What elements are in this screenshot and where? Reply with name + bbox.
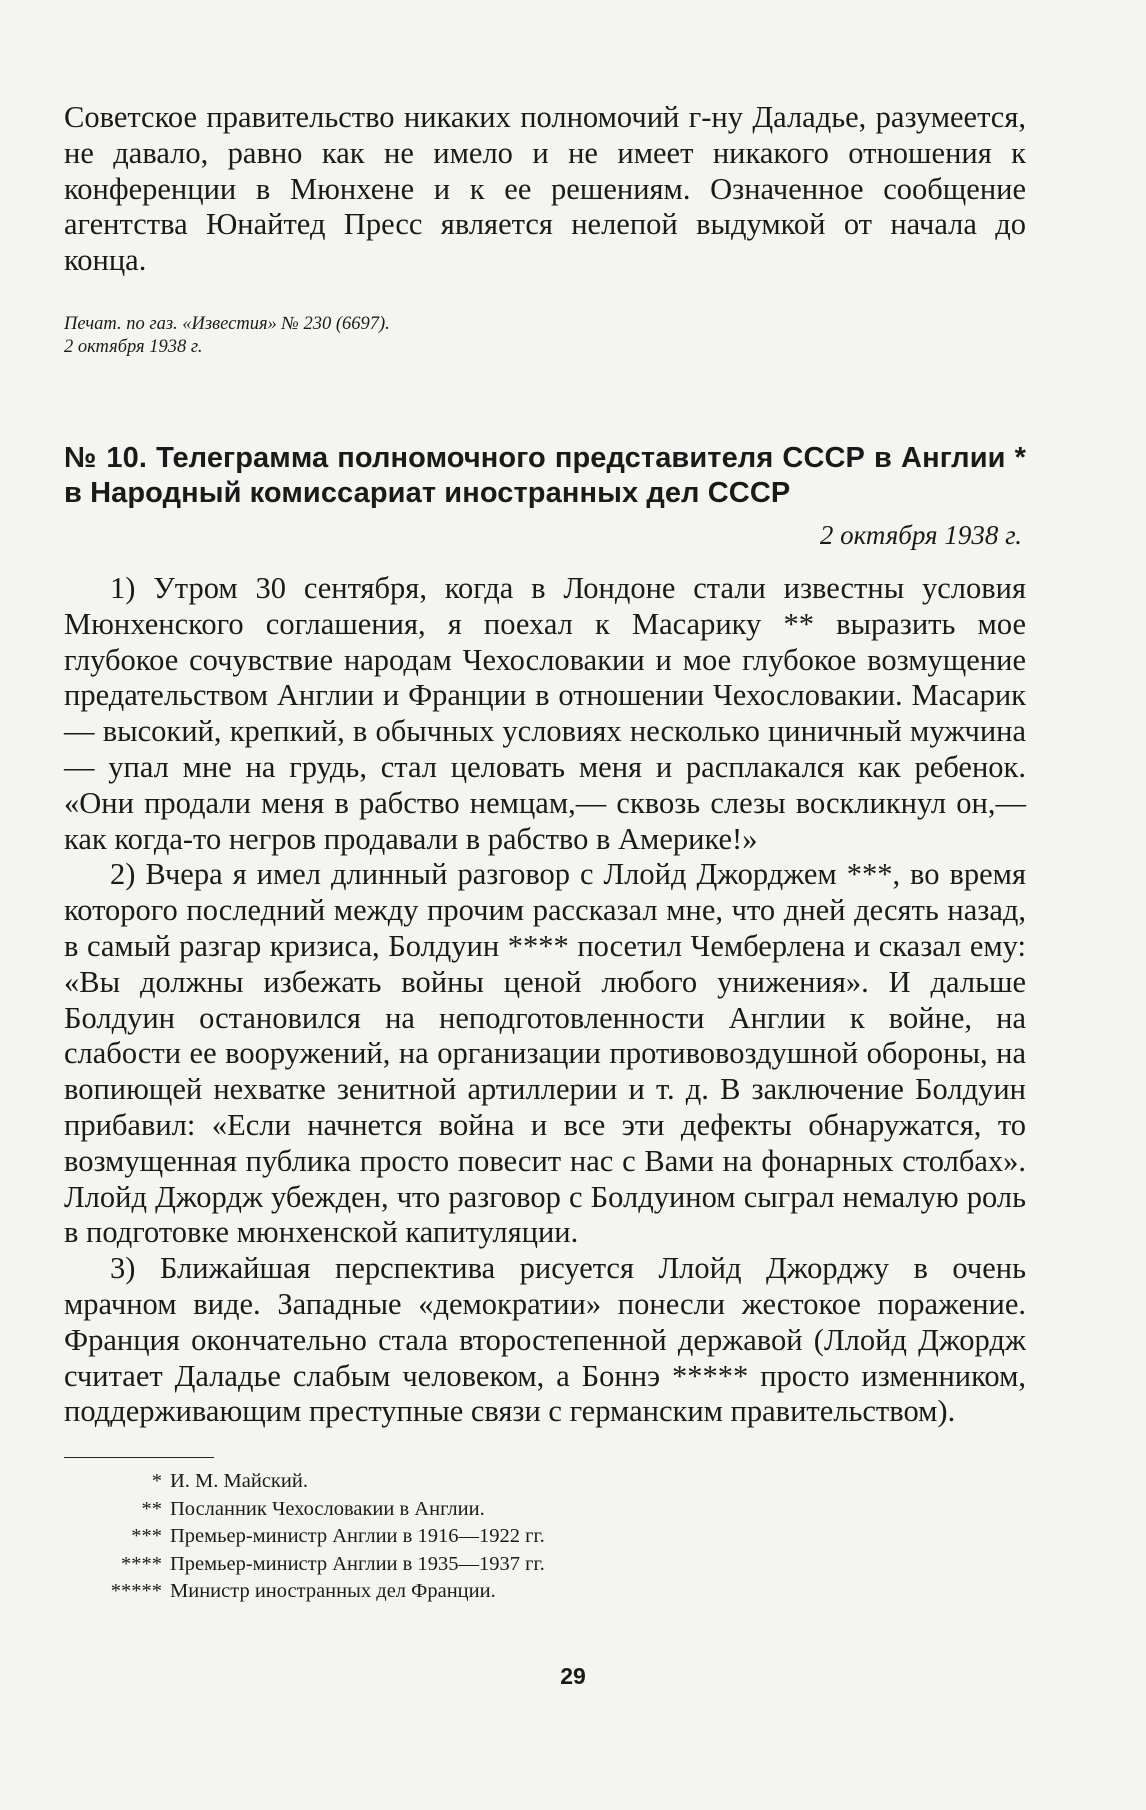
- footnote-mark: ****: [121, 1552, 162, 1575]
- source-line-1: Печат. по газ. «Известия» № 230 (6697).: [64, 313, 390, 334]
- footnote-divider: [64, 1457, 214, 1458]
- document-title: № 10. Телеграмма полномочного представителя СССР в Англии * в Народный комиссариат иностранных дел СССР: [64, 441, 1026, 509]
- document-body: [64, 571, 1026, 1430]
- page-number: 29: [560, 1663, 586, 1689]
- footnote: [64, 1496, 1026, 1524]
- footnote-text: Министр иностранных дел Франции.: [170, 1580, 496, 1603]
- footnote: [64, 1468, 1026, 1496]
- footnote-text: Премьер-министр Англии в 1916—1922 гг.: [170, 1525, 545, 1548]
- footnote-text: Премьер-министр Англии в 1935—1937 гг.: [170, 1552, 545, 1575]
- body-paragraph-1: 1) Утром 30 сентября, когда в Лондоне стали известны условия Мюнхенского соглашения, я поехал к Масарику ** выразить мое глубокое сочувствие народам Чехословакии и мое глубокое возмущение предательством Англии и Франции в отношении Чехословакии. Масарик — высокий, крепкий, в обычных условиях несколько циничный мужчина — упал мне на грудь, стал целовать меня и расплакался как ребенок. «Они продали меня в рабство немцам,— сквозь слезы воскликнул он,— как когда-то негров продавали в рабство в Америке!»: [64, 570, 1026, 856]
- footnote-text: И. М. Майский.: [170, 1470, 308, 1493]
- footnote: [64, 1551, 1026, 1579]
- page-content: [64, 100, 1026, 1606]
- document-date: 2 октября 1938 г.: [819, 519, 1022, 550]
- footnotes: [64, 1468, 1026, 1606]
- footnote-mark: *: [151, 1470, 162, 1493]
- footnote-text: Посланник Чехословакии в Англии.: [170, 1497, 485, 1520]
- footnote-mark: **: [141, 1497, 162, 1520]
- body-paragraph-2: 2) Вчера я имел длинный разговор с Ллойд Джорджем ***, во время которого последний между прочим рассказал мне, что дней десять назад, в самый разгар кризиса, Болдуин **** посетил Чемберлена и сказал ему: «Вы должны избежать войны ценой любого унижения». И дальше Болдуин остановился на неподготовленности Англии к войне, на слабости ее вооружений, на организации противовоздушной обороны, на вопиющей нехватке зенитной артиллерии и т. д. В заключение Болдуин прибавил: «Если начнется война и все эти дефекты обнаружатся, то возмущенная публика просто повесит нас с Вами на фонарных столбах». Ллойд Джордж убежден, что разговор с Болдуином сыграл немалую роль в подготовке мюнхенской капитуляции.: [64, 857, 1026, 1250]
- footnote-mark: *****: [110, 1580, 162, 1603]
- footnote-mark: ***: [131, 1525, 162, 1548]
- intro-paragraph: Советское правительство никаких полномочий г-ну Даладье, разумеется, не давало, равно как не имело и не имеет никакого отношения к конференции в Мюнхене и к ее решениям. Означенное сообщение агентства Юнайтед Пресс является нелепой выдумкой от начала до конца.: [64, 100, 1026, 278]
- body-paragraph-3: 3) Ближайшая перспектива рисуется Ллойд Джорджу в очень мрачном виде. Западные «демократии» понесли жестокое поражение. Франция окончательно стала второстепенной державой (Ллойд Джордж считает Даладье слабым человеком, а Боннэ ***** просто изменником, поддерживающим преступные связи с германским правительством).: [64, 1251, 1026, 1429]
- footnote: [64, 1523, 1026, 1551]
- source-line-2: 2 октября 1938 г.: [64, 336, 203, 357]
- footnote: [64, 1578, 1026, 1606]
- source-citation: [64, 313, 1026, 359]
